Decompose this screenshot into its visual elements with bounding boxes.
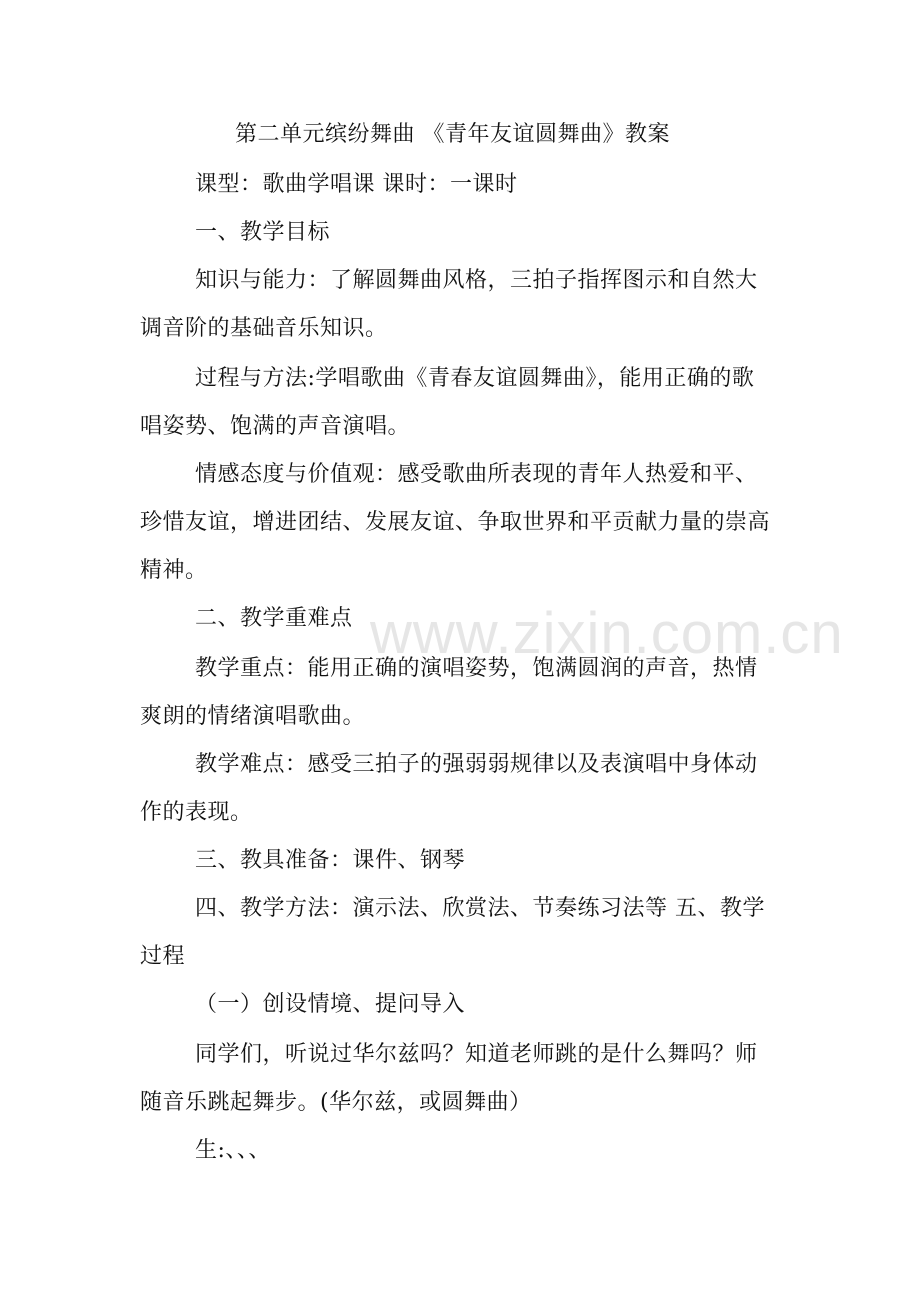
paragraph-line: 爽朗的情绪演唱歌曲。 [140,704,366,729]
paragraph-line: 教学重点：能用正确的演唱姿势，饱满圆润的声音，热情 [195,656,758,681]
paragraph-line: 精神。 [140,558,208,583]
paragraph-line: 珍惜友谊，增进团结、发展友谊、争取世界和平贡献力量的崇高 [140,510,771,535]
document-title: 第二单元缤纷舞曲 《青年友谊圆舞曲》教案 [235,122,670,147]
paragraph-line: 生:、、、 [195,1138,271,1163]
paragraph-line: 教学难点：感受三拍子的强弱弱规律以及表演唱中身体动 [195,752,758,777]
paragraph-line: 过程 [140,944,186,969]
watermark: www.zixin.com.cn [370,601,844,666]
section-heading: 三、教具准备：课件、钢琴 [195,848,466,873]
paragraph-line: 唱姿势、饱满的声音演唱。 [140,414,411,439]
lesson-type: 课型：歌曲学唱课 课时：一课时 [195,172,518,197]
section-heading: 二、教学重难点 [195,606,353,631]
subsection-heading: （一）创设情境、提问导入 [195,992,466,1017]
section-heading: 一、教学目标 [195,220,331,245]
paragraph-line: 随音乐跳起舞步。(华尔兹，或圆舞曲） [140,1090,532,1115]
paragraph-line: 知识与能力：了解圆舞曲风格，三拍子指挥图示和自然大 [195,268,758,293]
paragraph-line: 同学们，听说过华尔兹吗？知道老师跳的是什么舞吗？师 [195,1042,758,1067]
section-heading: 四、教学方法：演示法、欣赏法、节奏练习法等 五、教学 [195,896,765,921]
paragraph-line: 情感态度与价值观：感受歌曲所表现的青年人热爱和平、 [195,462,758,487]
paragraph-line: 作的表现。 [140,800,253,825]
paragraph-line: 调音阶的基础音乐知识。 [140,316,388,341]
paragraph-line: 过程与方法:学唱歌曲《青春友谊圆舞曲》，能用正确的歌 [195,366,755,391]
